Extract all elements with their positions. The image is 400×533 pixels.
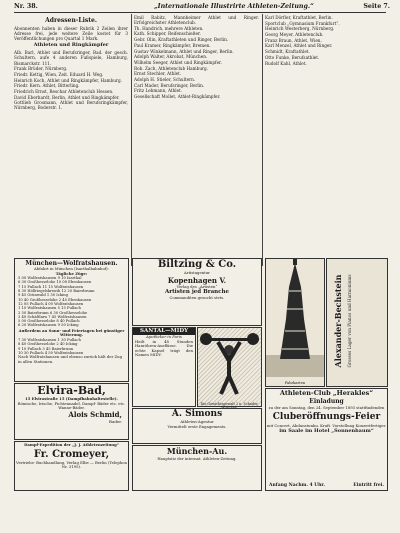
table-row: 3 40 Schäftlarn 7 45 Wolfratshausen xyxy=(18,314,87,319)
table-row: 1 10 Wolfratshausen 5 15 Pullach xyxy=(18,306,81,311)
santal-title: SANTAL—MIDY xyxy=(133,328,195,335)
cromeyer-name: Fr. Cromeyer, xyxy=(33,448,110,460)
table-row: 5 00 Wolfratshausen 9 10 Isarthal xyxy=(18,276,82,281)
biltzing-mid: Artistagentur xyxy=(184,270,210,275)
timetable-subtitle: Abfahrt in München (Isarthalbahnhof): xyxy=(34,266,109,271)
timetable-head: Tägliche Züge: xyxy=(55,270,88,276)
simons-advertisement xyxy=(132,408,262,444)
club-title: Athleten-Club „Herakles“ xyxy=(279,389,374,397)
list-item: David Eberhardt, Berlin, Athlet und Ringkämpfer. xyxy=(14,94,120,100)
weightlifter-caption: Die Gewichtsgewalt 2 n. Schader, Mönchen. xyxy=(200,402,259,410)
list-item: Heinrich Koch, Athlet und Ringkämpfer, Hamburg. xyxy=(14,77,122,83)
bath-address: 15 Elvirastraße 15 (Dampfbahnhaltestelle). xyxy=(25,396,118,401)
list-item: Paul Kramer, Ringkämpfer, Bremen. xyxy=(134,42,211,48)
vertical-ad-title: Alexander-Bechstein xyxy=(333,274,343,368)
biltzing-city: Kopenhagen V. xyxy=(167,275,227,285)
address-list-title: Adressen-Liste. xyxy=(45,17,97,24)
table-row: 6 20 Wolfratshausen 9 50 Icking xyxy=(18,323,79,328)
santal-sub: Apotheker in Paris xyxy=(146,334,182,339)
table-row: 8 40 Großhesselohe 2 40 Icking xyxy=(18,342,78,347)
table-row: 7 30 Wolfratshausen 1 30 Pullach xyxy=(18,337,81,342)
address-list-column-2 xyxy=(134,15,259,255)
club-start: Anfang Nachm. 4 Uhr. xyxy=(269,483,325,488)
header-rule xyxy=(14,12,386,13)
bath-advertisement xyxy=(14,383,129,440)
list-item: Gottlieb Grosmann, Athlet und Berufsringkämpfer, Nürnberg, Boderstr. 1. xyxy=(14,100,128,111)
list-item: Friedrich Ernst, Reschar Athletenclub Hessen. xyxy=(14,89,114,94)
list-item: Karl Dörfler, Kraftathlet, Berlin. xyxy=(265,15,333,20)
list-item: Frank Brüder, Nürnberg. xyxy=(14,66,68,72)
club-event: Cluberöffnungs-Feier xyxy=(272,411,381,422)
vertical-ad-sub: Grosses Lager von Pianos und Harmoniums xyxy=(347,274,352,368)
column-divider xyxy=(131,14,132,266)
list-item: Alb. Barl, Athlet und Berufsringer, Bad. der gesch. Schultern, aufe 4 anderen Fußspiele, Hamburg, Bismarckstr. 111. xyxy=(14,50,128,66)
table-row: 8 30 Höllriegelskreuth 12 20 Baierbrunn xyxy=(18,289,95,294)
list-item: Ernst Stechler, Athlet. xyxy=(134,71,182,77)
table-row: 10 30 Pullach 4 50 Wolfratshausen xyxy=(18,350,84,355)
list-item: Emil Rabitz, Mannheimer Athlet und Ringer. Erfolgreichster Athletenclub. xyxy=(134,15,259,26)
timetable-extra-rows xyxy=(15,338,128,355)
table-row: 9 45 Grünwald 1 30 Icking xyxy=(18,293,68,298)
address-list-intro: Abonnenten haben in dieser Rubrik 2 Zeilen ihrer Adresse frei, jede weitere Zeile kostet für 3 Veröffentlichungen pro Quartal 1 Mark. xyxy=(14,26,128,42)
list-item: Rob. Zach, Athletenclub Hamburg. xyxy=(134,65,209,71)
list-item: Georg Meyer, Athletenclub. xyxy=(265,32,324,38)
santal-body: Heilt in 48 Stunden Hanröhren-Ausflüsse. Die echte Kapsel trägt den Namen MIDY. xyxy=(135,338,193,358)
club-place: im Saale im Hotel „Sonnenbaum“ xyxy=(279,428,374,435)
timetable-note: Nach Wolfratshausen und ebenso zurück hält der Zug in allen Stationen. xyxy=(18,354,123,364)
table-row: 7 15 Pullach 11 15 Wolfratshausen xyxy=(18,284,84,289)
athletes-section-title: Athleten und Ringkämpfer xyxy=(33,42,109,49)
list-item: Friedr. Kettig, Wien, Zeit. Eduard H. Weg. xyxy=(14,71,104,77)
weightlifter-illustration xyxy=(197,327,262,410)
club-invitation xyxy=(265,388,388,491)
biltzing-title: Biltzing & Co. xyxy=(157,259,237,270)
page-header xyxy=(4,3,396,12)
bath-title: Elvira-Bad, xyxy=(37,384,106,397)
tower-image xyxy=(266,259,324,377)
simons-sub: Athleten-Agentur xyxy=(180,419,214,424)
table-row: 2 50 Baierbrunn 6 30 Großhesselohe xyxy=(18,310,88,315)
simons-line: Vermittelt erste Engagements. xyxy=(167,423,227,429)
cromeyer-advertisement xyxy=(14,441,129,491)
cromeyer-title: Dampf-Expedition der „J. J. Athletenzeitung“ xyxy=(24,442,119,447)
list-item: Friedr. Kern. Athlet, Bitterling. xyxy=(14,83,80,89)
club-entry: Eintritt frei. xyxy=(353,483,384,488)
table-row: 9 10 Pullach 3 45 Baierbrunn xyxy=(18,346,74,351)
club-program: mit Concert, Abdunstunku. Kraft. Vorstellung Konzertfertiger. xyxy=(266,422,387,428)
biltzing-sub: Verlag des „Artisten“ xyxy=(176,283,218,289)
list-item: Otto Funke, Berufsathlet. xyxy=(265,54,320,60)
table-row: 5 00 Großhesselohe 8 40 Pullach xyxy=(18,319,80,324)
list-item: Rudolf Kahl, Athlet. xyxy=(265,60,307,66)
muenchen-line: Hauptsitz der internat. Athleten-Zeitung. xyxy=(157,456,237,461)
list-item: Adolph Walter, Akrobat, München. xyxy=(134,54,208,60)
timetable-title: München—Wolfratshausen. xyxy=(25,260,118,267)
list-item: Sportclub „Gymnasium Frankfurt“. xyxy=(265,20,340,26)
list-item: Gesellschaft Mollet, Athlet-Ringkämpfer. xyxy=(134,94,221,100)
list-item: Franz Braun, Athlet, Wien. xyxy=(265,37,322,43)
address-list-column-3 xyxy=(265,15,386,255)
list-item: Gustav Winkelmann, Athlet und Ringer, Berlin. xyxy=(134,48,234,54)
timetable-rows xyxy=(15,276,128,328)
list-item: Fritz Lehmann, Athlet. xyxy=(134,88,183,94)
santal-advertisement xyxy=(132,327,196,407)
club-date: zu der am Sonntag, den 24. September 1893 stattfindenden xyxy=(268,405,385,410)
club-invite: Einladung xyxy=(309,398,344,405)
table-row: 12 05 Pullach 4 00 Wolfratshausen xyxy=(18,301,84,306)
muenchen-advertisement xyxy=(132,445,262,491)
column-divider xyxy=(262,14,263,266)
list-item: Heinrich Westerberg, Nürnberg. xyxy=(265,26,335,32)
bath-owner-role: Bader. xyxy=(109,418,122,424)
list-item: Karl Menzel, Athlet und Ringer. xyxy=(265,43,333,49)
table-row: 10 40 Großhesselohe 2 45 Ebenhausen xyxy=(18,297,92,302)
biltzing-advertisement xyxy=(132,258,262,326)
table-row: 6 30 Großhesselohe 10 08 Ebenhausen xyxy=(18,280,92,285)
tower-illustration xyxy=(265,258,325,387)
list-item: Carl Mader, Berufsringer, Berlin. xyxy=(134,82,205,88)
list-item: Kath. Schipper, Reifenschießer. xyxy=(134,31,201,37)
list-item: Adolph H. Stieler, Schultern. xyxy=(134,76,196,82)
muenchen-title: München-Au. xyxy=(166,446,228,456)
newspaper-title: „Internationale Illustrirte Athleten-Zeitung.“ xyxy=(154,3,314,10)
bath-owner: Alois Schmid, xyxy=(68,409,122,419)
list-item: Wilhelm Seeger, Athlet und Ringkämpfer. xyxy=(134,59,222,65)
cromeyer-line: Vertriebs- Buchhandlung, Verlag Elbe — Berlin (Telephon Nr. 3195). xyxy=(16,459,127,470)
page-number-left: Nr. 38. xyxy=(14,3,38,10)
weightlifter-image xyxy=(198,328,261,398)
timetable-box xyxy=(14,258,129,382)
timetable-extra-title: Außerdem an Sonn- und Feiertagen bei günstiger Witterung. xyxy=(18,327,125,338)
vertical-advertisement xyxy=(326,258,388,387)
biltzing-foot: Artisten jed Branche xyxy=(164,289,230,296)
list-item: Th. Handrich, mehrere Athleten. xyxy=(134,25,204,31)
tower-caption: Fahrkarten xyxy=(284,381,306,385)
address-list-column xyxy=(14,15,128,255)
biltzing-foot2: Commanditen gesucht stets. xyxy=(169,295,225,301)
list-item: Schmidt, Kraftathlet. xyxy=(265,49,310,55)
page-number-right: Seite 7. xyxy=(363,3,390,10)
simons-title: A. Simons xyxy=(171,409,223,419)
list-item: Gebr. Olin, Kraftathleten und Ringer, Berlin. xyxy=(134,37,229,43)
bath-services: Römische, Irische, Fichtennadel, Dampf- Bäder etc. etc. Wanne-Bäder. xyxy=(17,400,126,411)
